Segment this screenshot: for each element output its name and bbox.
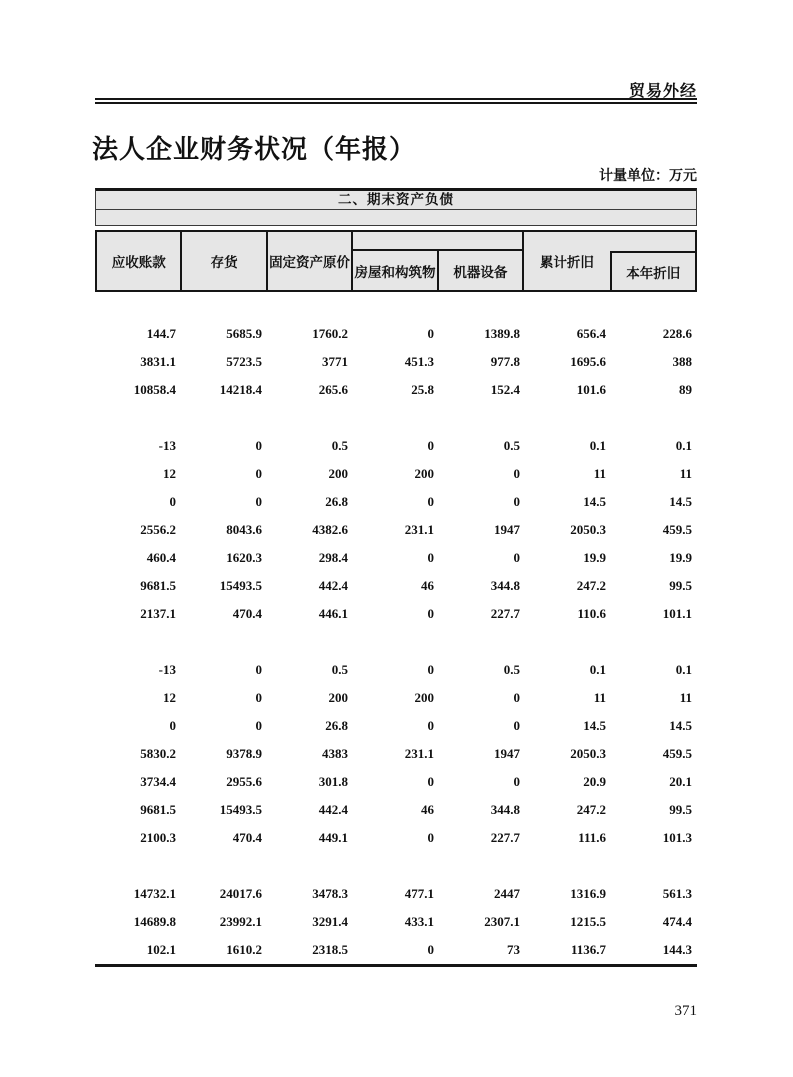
table-cell: 460.4 bbox=[146, 550, 176, 565]
table-cell: 0.1 bbox=[675, 438, 692, 453]
table-cell: 14.5 bbox=[583, 718, 606, 733]
table-cell: 451.3 bbox=[404, 354, 434, 369]
table-cell: 3771 bbox=[322, 354, 348, 369]
table-cell: 247.2 bbox=[576, 802, 606, 817]
table-cell: 2050.3 bbox=[570, 746, 606, 761]
column-header-receivables: 应收账款 bbox=[97, 232, 182, 290]
table-cell: 9681.5 bbox=[140, 802, 176, 817]
table-cell: 144.3 bbox=[662, 942, 692, 957]
table-cell: 2556.2 bbox=[140, 522, 176, 537]
table-cell: 20.1 bbox=[669, 774, 692, 789]
table-cell: 15493.5 bbox=[219, 578, 262, 593]
unit-note: 计量单位：万元 bbox=[599, 169, 697, 184]
table-cell: 0 bbox=[427, 718, 434, 733]
table-row bbox=[95, 600, 697, 628]
table-cell: 227.7 bbox=[490, 606, 520, 621]
table-section-title: 二、期末资产负债 bbox=[96, 191, 696, 210]
table-row bbox=[95, 348, 697, 376]
table-cell: 1947 bbox=[494, 522, 520, 537]
row-spacer bbox=[95, 292, 697, 320]
table-cell: 1215.5 bbox=[570, 914, 606, 929]
table-cell: 5830.2 bbox=[140, 746, 176, 761]
table-cell: 0.5 bbox=[503, 438, 520, 453]
column-header-fixed-assets-original: 固定资产原价 bbox=[268, 232, 353, 290]
table-cell: 0 bbox=[513, 494, 520, 509]
table-cell: 11 bbox=[593, 466, 606, 481]
table-row bbox=[95, 544, 697, 572]
table-cell: 446.1 bbox=[318, 606, 348, 621]
table-cell: 0.1 bbox=[675, 662, 692, 677]
table-cell: 46 bbox=[421, 802, 434, 817]
page-number: 371 bbox=[674, 1003, 697, 1019]
table-cell: 0 bbox=[427, 606, 434, 621]
table-row bbox=[95, 880, 697, 908]
table-cell: 2100.3 bbox=[140, 830, 176, 845]
table-cell: 1760.2 bbox=[312, 326, 348, 341]
table-cell: 14732.1 bbox=[133, 886, 176, 901]
column-header-machinery: 机器设备 bbox=[439, 251, 524, 290]
table-cell: 23992.1 bbox=[219, 914, 262, 929]
table-cell: 200 bbox=[328, 690, 348, 705]
table-cell: 20.9 bbox=[583, 774, 606, 789]
table-cell: 2955.6 bbox=[226, 774, 262, 789]
table-bottom-rule bbox=[95, 964, 697, 967]
table-row bbox=[95, 432, 697, 460]
table-cell: 46 bbox=[421, 578, 434, 593]
table-cell: -13 bbox=[158, 438, 176, 453]
table-cell: 0 bbox=[255, 494, 262, 509]
table-cell: 0 bbox=[513, 774, 520, 789]
table-cell: 8043.6 bbox=[226, 522, 262, 537]
table-cell: 0.5 bbox=[331, 662, 348, 677]
table-row bbox=[95, 768, 697, 796]
table-cell: -13 bbox=[158, 662, 176, 677]
table-cell: 152.4 bbox=[490, 382, 520, 397]
table-row bbox=[95, 796, 697, 824]
table-cell: 561.3 bbox=[662, 886, 692, 901]
table-cell: 0 bbox=[427, 830, 434, 845]
table-cell: 0.5 bbox=[331, 438, 348, 453]
table-cell: 110.6 bbox=[577, 606, 606, 621]
table-cell: 2307.1 bbox=[484, 914, 520, 929]
table-row bbox=[95, 712, 697, 740]
table-cell: 10858.4 bbox=[133, 382, 176, 397]
table-cell: 200 bbox=[414, 466, 434, 481]
table-cell: 0 bbox=[513, 690, 520, 705]
table-cell: 102.1 bbox=[146, 942, 176, 957]
table-cell: 433.1 bbox=[404, 914, 434, 929]
table-cell: 11 bbox=[679, 690, 692, 705]
column-header-current-year-depreciation: 本年折旧 bbox=[610, 251, 695, 290]
table-section-band bbox=[95, 188, 697, 226]
table-cell: 5723.5 bbox=[226, 354, 262, 369]
column-header-spacer bbox=[610, 232, 695, 251]
table-cell: 470.4 bbox=[232, 606, 262, 621]
table-row bbox=[95, 460, 697, 488]
table-cell: 0 bbox=[427, 494, 434, 509]
table-row bbox=[95, 684, 697, 712]
column-header-spacer bbox=[353, 232, 524, 251]
table-cell: 12 bbox=[163, 466, 176, 481]
table-column-headers bbox=[95, 230, 697, 292]
table-cell: 1695.6 bbox=[570, 354, 606, 369]
table-cell: 89 bbox=[679, 382, 692, 397]
table-cell: 9681.5 bbox=[140, 578, 176, 593]
table-cell: 301.8 bbox=[318, 774, 348, 789]
table-cell: 3734.4 bbox=[140, 774, 176, 789]
table-cell: 2050.3 bbox=[570, 522, 606, 537]
table-cell: 111.6 bbox=[578, 830, 606, 845]
table-cell: 265.6 bbox=[318, 382, 348, 397]
table-cell: 344.8 bbox=[490, 578, 520, 593]
table-cell: 0 bbox=[513, 718, 520, 733]
table-cell: 0 bbox=[427, 438, 434, 453]
table-cell: 99.5 bbox=[669, 578, 692, 593]
table-cell: 3291.4 bbox=[312, 914, 348, 929]
table-cell: 298.4 bbox=[318, 550, 348, 565]
table-cell: 442.4 bbox=[318, 802, 348, 817]
table-cell: 0 bbox=[169, 494, 176, 509]
table-cell: 4382.6 bbox=[312, 522, 348, 537]
table-cell: 0 bbox=[255, 438, 262, 453]
table-row bbox=[95, 516, 697, 544]
row-spacer bbox=[95, 404, 697, 432]
table-cell: 0 bbox=[427, 662, 434, 677]
table-cell: 1136.7 bbox=[570, 942, 606, 957]
table-cell: 231.1 bbox=[404, 522, 434, 537]
table-cell: 449.1 bbox=[318, 830, 348, 845]
table-cell: 0 bbox=[513, 466, 520, 481]
table-cell: 12 bbox=[163, 690, 176, 705]
table-cell: 101.1 bbox=[662, 606, 692, 621]
table-cell: 24017.6 bbox=[219, 886, 262, 901]
statistics-table bbox=[95, 188, 697, 967]
table-cell: 2137.1 bbox=[140, 606, 176, 621]
table-cell: 0 bbox=[255, 718, 262, 733]
table-row bbox=[95, 376, 697, 404]
table-cell: 11 bbox=[679, 466, 692, 481]
table-cell: 200 bbox=[328, 466, 348, 481]
table-cell: 477.1 bbox=[404, 886, 434, 901]
table-cell: 5685.9 bbox=[226, 326, 262, 341]
table-cell: 228.6 bbox=[662, 326, 692, 341]
table-cell: 19.9 bbox=[583, 550, 606, 565]
table-row bbox=[95, 320, 697, 348]
table-row bbox=[95, 936, 697, 964]
table-cell: 2447 bbox=[494, 886, 520, 901]
column-header-buildings: 房屋和构筑物 bbox=[353, 251, 438, 290]
table-cell: 14.5 bbox=[669, 494, 692, 509]
table-cell: 656.4 bbox=[576, 326, 606, 341]
table-cell: 2318.5 bbox=[312, 942, 348, 957]
table-cell: 1389.8 bbox=[484, 326, 520, 341]
table-cell: 1947 bbox=[494, 746, 520, 761]
table-cell: 9378.9 bbox=[226, 746, 262, 761]
table-row bbox=[95, 656, 697, 684]
table-cell: 26.8 bbox=[325, 494, 348, 509]
table-cell: 14.5 bbox=[669, 718, 692, 733]
table-section-empty-band bbox=[96, 210, 696, 225]
table-cell: 474.4 bbox=[662, 914, 692, 929]
column-header-accumulated-depreciation: 累计折旧 bbox=[539, 255, 594, 270]
table-cell: 344.8 bbox=[490, 802, 520, 817]
table-cell: 231.1 bbox=[404, 746, 434, 761]
table-cell: 1316.9 bbox=[570, 886, 606, 901]
table-cell: 0 bbox=[255, 662, 262, 677]
table-cell: 4383 bbox=[322, 746, 348, 761]
table-cell: 459.5 bbox=[662, 746, 692, 761]
table-cell: 200 bbox=[414, 690, 434, 705]
table-row bbox=[95, 740, 697, 768]
table-row bbox=[95, 572, 697, 600]
table-cell: 0 bbox=[513, 550, 520, 565]
table-row bbox=[95, 908, 697, 936]
table-cell: 1610.2 bbox=[226, 942, 262, 957]
masthead-rule bbox=[95, 98, 697, 104]
table-cell: 388 bbox=[672, 354, 692, 369]
table-cell: 73 bbox=[507, 942, 520, 957]
table-cell: 977.8 bbox=[490, 354, 520, 369]
table-row bbox=[95, 488, 697, 516]
table-cell: 101.3 bbox=[662, 830, 692, 845]
table-cell: 3478.3 bbox=[312, 886, 348, 901]
table-cell: 26.8 bbox=[325, 718, 348, 733]
table-cell: 0 bbox=[255, 466, 262, 481]
table-cell: 3831.1 bbox=[140, 354, 176, 369]
table-cell: 11 bbox=[593, 690, 606, 705]
section-masthead: 贸易外经 bbox=[628, 83, 697, 100]
table-cell: 227.7 bbox=[490, 830, 520, 845]
table-cell: 470.4 bbox=[232, 830, 262, 845]
table-cell: 459.5 bbox=[662, 522, 692, 537]
page-title: 法人企业财务状况（年报） bbox=[92, 135, 417, 164]
row-spacer bbox=[95, 628, 697, 656]
table-cell: 144.7 bbox=[146, 326, 176, 341]
table-cell: 0.1 bbox=[589, 662, 606, 677]
table-cell: 99.5 bbox=[669, 802, 692, 817]
table-cell: 14.5 bbox=[583, 494, 606, 509]
table-cell: 101.6 bbox=[576, 382, 606, 397]
table-body bbox=[95, 292, 697, 967]
table-row bbox=[95, 824, 697, 852]
table-cell: 0 bbox=[427, 774, 434, 789]
table-cell: 1620.3 bbox=[226, 550, 262, 565]
column-header-inventory: 存货 bbox=[182, 232, 267, 290]
table-cell: 0 bbox=[427, 942, 434, 957]
table-cell: 0 bbox=[169, 718, 176, 733]
table-cell: 0.1 bbox=[589, 438, 606, 453]
table-cell: 0 bbox=[427, 550, 434, 565]
row-spacer bbox=[95, 852, 697, 880]
table-cell: 14218.4 bbox=[219, 382, 262, 397]
table-cell: 0 bbox=[255, 690, 262, 705]
table-cell: 247.2 bbox=[576, 578, 606, 593]
table-cell: 0.5 bbox=[503, 662, 520, 677]
table-cell: 15493.5 bbox=[219, 802, 262, 817]
table-cell: 442.4 bbox=[318, 578, 348, 593]
table-cell: 19.9 bbox=[669, 550, 692, 565]
table-cell: 0 bbox=[427, 326, 434, 341]
table-cell: 25.8 bbox=[411, 382, 434, 397]
table-cell: 14689.8 bbox=[133, 914, 176, 929]
